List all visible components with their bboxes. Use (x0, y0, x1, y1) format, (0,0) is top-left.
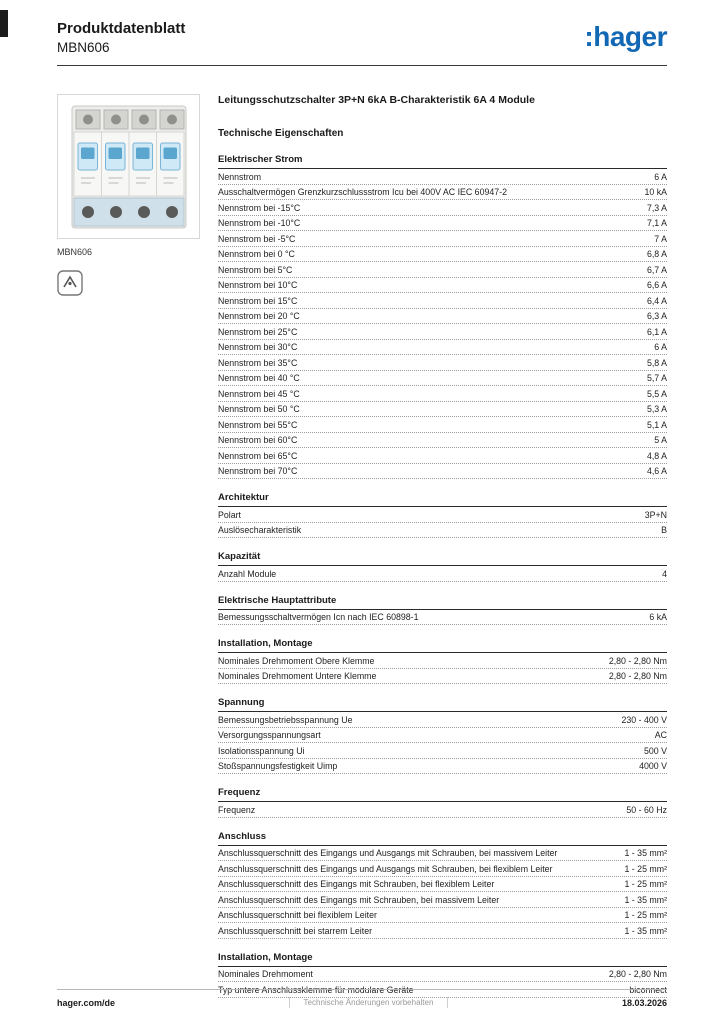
spec-value: 230 - 400 V (621, 714, 667, 725)
section-heading: Elektrischer Strom (218, 154, 667, 169)
spec-row (218, 200, 667, 216)
spec-value: biconnect (629, 984, 667, 995)
spec-value: 1 - 25 mm² (624, 863, 667, 874)
spec-row (218, 507, 667, 523)
document-type-title: Produktdatenblatt (57, 20, 186, 37)
spec-value: 2,80 - 2,80 Nm (608, 671, 667, 681)
section-heading: Installation, Montage (218, 638, 667, 653)
spec-label: Nennstrom bei 65°C (218, 450, 298, 461)
spec-row (218, 923, 667, 939)
spec-label: Stoßspannungsfestigkeit Uimp (218, 761, 338, 771)
footer-date: 18.03.2026 (621, 997, 667, 1008)
spec-section (218, 831, 667, 939)
spec-row (218, 216, 667, 232)
spec-sections (218, 154, 667, 998)
section-heading: Kapazität (218, 551, 667, 566)
spec-label: Nennstrom bei 70°C (218, 466, 298, 476)
spec-label: Nennstrom bei -10°C (218, 218, 301, 228)
technical-properties-heading: Technische Eigenschaften (218, 128, 344, 139)
spec-label: Polart (218, 509, 241, 520)
spec-section (218, 154, 667, 479)
spec-label: Nennstrom bei -15°C (218, 202, 301, 213)
spec-label: Anzahl Module (218, 568, 277, 579)
spec-row (218, 877, 667, 893)
section-heading: Elektrische Hauptattribute (218, 595, 667, 610)
spec-label: Versorgungsspannungsart (218, 730, 321, 740)
page-footer (57, 989, 667, 1008)
section-heading: Installation, Montage (218, 952, 667, 967)
spec-label: Nennstrom bei 25°C (218, 326, 298, 337)
spec-value: 2,80 - 2,80 Nm (608, 655, 667, 666)
spec-value: 500 V (644, 745, 667, 756)
spec-value: 1 - 35 mm² (624, 925, 667, 936)
spec-value: 7,3 A (646, 202, 667, 213)
spec-value: 3P+N (644, 509, 667, 520)
spec-value: 4,6 A (646, 466, 667, 476)
spec-row (218, 610, 667, 626)
spec-label: Nennstrom bei 45 °C (218, 388, 300, 399)
spec-label: Anschlussquerschnitt des Eingangs und Ausgangs mit Schrauben, bei massivem Leiter (218, 848, 558, 858)
spec-value: 1 - 25 mm² (624, 910, 667, 920)
spec-row (218, 324, 667, 340)
spec-section (218, 551, 667, 582)
spec-label: Isolationsspannung Ui (218, 745, 305, 756)
spec-row (218, 743, 667, 759)
spec-row (218, 566, 667, 582)
spec-value: 6,1 A (646, 326, 667, 337)
spec-value: 5,1 A (646, 419, 667, 430)
spec-label: Nennstrom bei 40 °C (218, 373, 300, 383)
spec-label: Nennstrom bei 50 °C (218, 404, 300, 414)
spec-row (218, 371, 667, 387)
spec-label: Nennstrom bei 5°C (218, 264, 293, 275)
spec-section (218, 697, 667, 774)
spec-value: 6 A (654, 171, 667, 182)
spec-value: 6,6 A (646, 280, 667, 290)
product-title: Leitungsschutzschalter 3P+N 6kA B-Charakteristik 6A 4 Module (218, 94, 535, 106)
spec-row (218, 892, 667, 908)
spec-value: B (661, 525, 667, 535)
spec-section (218, 492, 667, 538)
spec-value: 4,8 A (646, 450, 667, 461)
spec-row (218, 386, 667, 402)
spec-value: 5 A (654, 435, 667, 445)
certification-icon (57, 270, 200, 301)
spec-row (218, 464, 667, 480)
product-image-frame (57, 94, 200, 239)
spec-row (218, 846, 667, 862)
spec-label: Nennstrom bei 15°C (218, 295, 298, 306)
page-header (57, 20, 667, 66)
spec-value: 5,8 A (646, 357, 667, 368)
spec-value: 5,7 A (646, 373, 667, 383)
spec-label: Nennstrom bei 60°C (218, 435, 298, 445)
section-heading: Spannung (218, 697, 667, 712)
spec-row (218, 169, 667, 185)
spec-label: Typ untere Anschlussklemme für modulare Geräte (218, 984, 414, 995)
spec-row (218, 340, 667, 356)
header-titles (57, 20, 185, 56)
spec-value: 1 - 35 mm² (624, 894, 667, 905)
spec-section (218, 595, 667, 626)
spec-row (218, 355, 667, 371)
spec-value: 2,80 - 2,80 Nm (608, 969, 667, 979)
spec-row (218, 908, 667, 924)
spec-label: Nennstrom bei 35°C (218, 357, 298, 368)
spec-label: Nennstrom bei 10°C (218, 280, 298, 290)
spec-label: Nominales Drehmoment Obere Klemme (218, 655, 375, 666)
spec-label: Nominales Drehmoment Untere Klemme (218, 671, 377, 681)
footer-website: hager.com/de (57, 997, 116, 1008)
spec-value: 1 - 35 mm² (624, 848, 667, 858)
spec-row (218, 185, 667, 201)
spec-row (218, 448, 667, 464)
spec-row (218, 278, 667, 294)
spec-row (218, 861, 667, 877)
spec-value: 5,3 A (646, 404, 667, 414)
print-registration-mark (0, 10, 8, 37)
spec-label: Frequenz (218, 804, 256, 815)
spec-row (218, 309, 667, 325)
spec-value: 6 kA (649, 612, 667, 622)
circuit-breaker-image (64, 101, 194, 233)
spec-row (218, 433, 667, 449)
spec-label: Ausschaltvermögen Grenzkurzschlussstrom Icu bei 400V AC IEC 60947-2 (218, 187, 507, 197)
spec-label: Nennstrom bei 30°C (218, 342, 298, 352)
spec-label: Anschlussquerschnitt bei starrem Leiter (218, 925, 373, 936)
footer-notice: Technische Änderungen vorbehalten (289, 997, 449, 1008)
spec-value: 10 kA (644, 187, 667, 197)
spec-row (218, 417, 667, 433)
spec-value: 7 A (654, 233, 667, 244)
spec-value: 1 - 25 mm² (624, 879, 667, 889)
spec-row (218, 402, 667, 418)
spec-label: Nennstrom bei 0 °C (218, 249, 295, 259)
spec-label: Anschlussquerschnitt des Eingangs mit Schrauben, bei massivem Leiter (218, 894, 500, 905)
spec-row (218, 728, 667, 744)
product-panel (57, 94, 200, 1011)
spec-value: 6,8 A (646, 249, 667, 259)
spec-section (218, 787, 667, 818)
spec-row (218, 712, 667, 728)
spec-row (218, 293, 667, 309)
spec-row (218, 523, 667, 539)
spec-row (218, 759, 667, 775)
product-image-caption: MBN606 (57, 247, 93, 257)
spec-label: Nominales Drehmoment (218, 969, 313, 979)
spec-label: Nennstrom bei 55°C (218, 419, 298, 430)
spec-label: Nennstrom bei 20 °C (218, 311, 300, 321)
hager-logo: :hager (584, 21, 667, 52)
spec-label: Anschlussquerschnitt bei flexiblem Leiter (218, 910, 377, 920)
spec-row (218, 669, 667, 685)
spec-value: 4 (662, 568, 667, 579)
spec-value: 6,4 A (646, 295, 667, 306)
spec-value: 50 - 60 Hz (626, 804, 667, 815)
spec-row (218, 262, 667, 278)
spec-row (218, 967, 667, 983)
spec-label: Bemessungsbetriebsspannung Ue (218, 714, 353, 725)
spec-value: 6 A (654, 342, 667, 352)
spec-label: Auslösecharakteristik (218, 525, 302, 535)
spec-label: Bemessungsschaltvermögen Icn nach IEC 60898-1 (218, 612, 419, 622)
section-heading: Architektur (218, 492, 667, 507)
spec-value: 4000 V (639, 761, 667, 771)
spec-row (218, 247, 667, 263)
spec-value: 6,7 A (646, 264, 667, 275)
spec-value: 6,3 A (646, 311, 667, 321)
spec-label: Anschlussquerschnitt des Eingangs mit Schrauben, bei flexiblem Leiter (218, 879, 495, 889)
spec-row (218, 653, 667, 669)
spec-row (218, 802, 667, 818)
spec-section (218, 638, 667, 684)
section-heading: Anschluss (218, 831, 667, 846)
main-content (57, 94, 667, 1011)
spec-value: 5,5 A (646, 388, 667, 399)
product-code: MBN606 (57, 40, 110, 55)
spec-column (218, 94, 667, 1011)
spec-value: AC (654, 730, 667, 740)
spec-row (218, 231, 667, 247)
spec-label: Nennstrom (218, 171, 262, 182)
section-heading: Frequenz (218, 787, 667, 802)
spec-label: Anschlussquerschnitt des Eingangs und Ausgangs mit Schrauben, bei flexiblem Leiter (218, 863, 553, 874)
spec-value: 7,1 A (646, 218, 667, 228)
spec-label: Nennstrom bei -5°C (218, 233, 296, 244)
